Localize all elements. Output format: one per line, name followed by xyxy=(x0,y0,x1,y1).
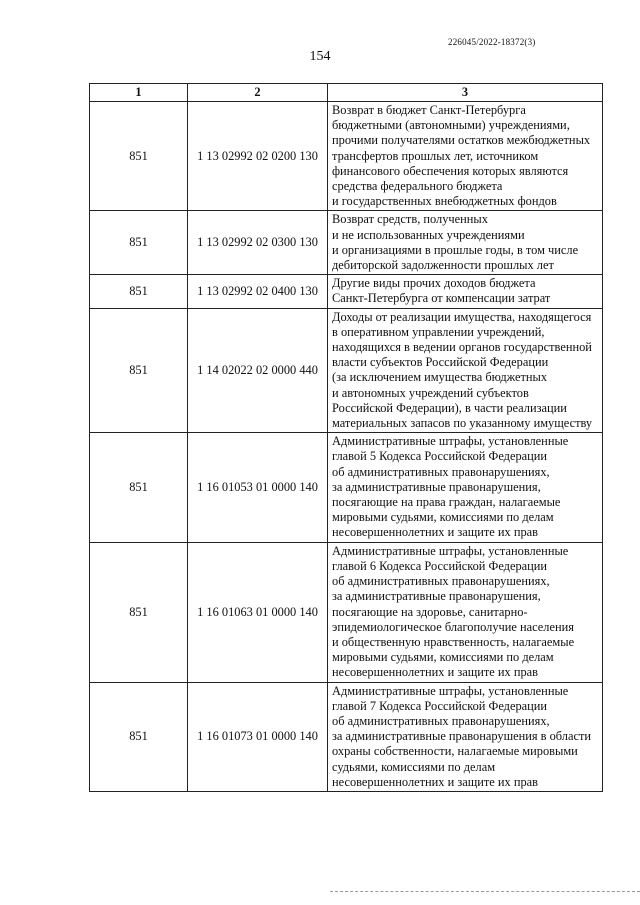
description-line: Санкт-Петербурга от компенсации затрат xyxy=(332,291,551,306)
description-line: и автономных учреждений субъектов xyxy=(332,385,529,400)
column-header-1: 1 xyxy=(90,84,188,102)
description-line: мировыми судьями, комиссиями по делам xyxy=(332,650,554,665)
revenue-description-cell xyxy=(328,308,603,433)
description-line: несовершеннолетних и защите их прав xyxy=(332,774,539,789)
description-line: эпидемиологическое благополучие населения xyxy=(332,619,574,634)
description-line: мировыми судьями, комиссиями по делам xyxy=(332,510,554,525)
budget-classification-code-cell: 1 13 02992 02 0200 130 xyxy=(188,102,328,211)
description-line: об административных правонарушениях, xyxy=(332,574,550,589)
table-row xyxy=(90,542,603,682)
table-row xyxy=(90,275,603,308)
budget-classification-code-cell: 1 16 01073 01 0000 140 xyxy=(188,682,328,791)
budget-classification-code-cell: 1 13 02992 02 0400 130 xyxy=(188,275,328,308)
document-number: 226045/2022-18372(3) xyxy=(448,37,536,47)
description-line: (за исключением имущества бюджетных xyxy=(332,370,548,385)
description-line: об административных правонарушениях, xyxy=(332,713,550,728)
admin-code-cell: 851 xyxy=(90,542,188,682)
admin-code-cell: 851 xyxy=(90,102,188,211)
description-line: Доходы от реализации имущества, находящегося xyxy=(332,309,592,324)
bottom-divider xyxy=(330,891,640,892)
revenue-description-cell xyxy=(328,433,603,542)
description-line: посягающие на права граждан, налагаемые xyxy=(332,495,561,510)
table-row xyxy=(90,102,603,211)
table-row xyxy=(90,682,603,791)
revenue-description-cell xyxy=(328,682,603,791)
description-line: за административные правонарушения, xyxy=(332,589,541,604)
budget-classification-code-cell: 1 14 02022 02 0000 440 xyxy=(188,308,328,433)
description-line: несовершеннолетних и защите их прав xyxy=(332,525,539,540)
description-line: Административные штрафы, установленные xyxy=(332,683,569,698)
description-line: Возврат средств, полученных xyxy=(332,212,488,227)
table-row xyxy=(90,211,603,275)
description-line: об административных правонарушениях, xyxy=(332,464,550,479)
budget-classification-code-cell: 1 13 02992 02 0300 130 xyxy=(188,211,328,275)
revenue-description-cell xyxy=(328,275,603,308)
admin-code-cell: 851 xyxy=(90,308,188,433)
description-line: Другие виды прочих доходов бюджета xyxy=(332,276,536,291)
description-line: средства федерального бюджета xyxy=(332,179,503,194)
description-line: и государственных внебюджетных фондов xyxy=(332,194,557,209)
table-header-row xyxy=(90,84,603,102)
admin-code-cell: 851 xyxy=(90,275,188,308)
admin-code-cell: 851 xyxy=(90,211,188,275)
description-line: и общественную нравственность, налагаемые xyxy=(332,634,575,649)
revenue-codes-table xyxy=(89,83,603,792)
description-line: прочими получателями остатков межбюджетных xyxy=(332,133,591,148)
description-line: несовершеннолетних и защите их прав xyxy=(332,665,539,680)
description-line: главой 5 Кодекса Российской Федерации xyxy=(332,449,548,464)
description-line: находящихся в ведении органов государственной xyxy=(332,340,592,355)
description-line: за административные правонарушения в области xyxy=(332,729,592,744)
budget-classification-code-cell: 1 16 01063 01 0000 140 xyxy=(188,542,328,682)
revenue-description-cell xyxy=(328,102,603,211)
description-line: Административные штрафы, установленные xyxy=(332,434,569,449)
column-header-3: 3 xyxy=(328,84,603,102)
description-line: главой 6 Кодекса Российской Федерации xyxy=(332,558,548,573)
description-line: Российской Федерации), в части реализации xyxy=(332,400,567,415)
description-line: и организациями в прошлые годы, в том числе xyxy=(332,242,579,257)
description-line: в оперативном управлении учреждений, xyxy=(332,324,545,339)
column-header-2: 2 xyxy=(188,84,328,102)
table-row xyxy=(90,433,603,542)
description-line: власти субъектов Российской Федерации xyxy=(332,355,549,370)
revenue-description-cell xyxy=(328,211,603,275)
table-row xyxy=(90,308,603,433)
description-line: и не использованных учреждениями xyxy=(332,227,525,242)
description-line: посягающие на здоровье, санитарно- xyxy=(332,604,528,619)
description-line: финансового обеспечения которых являются xyxy=(332,163,569,178)
revenue-description-cell xyxy=(328,542,603,682)
description-line: охраны собственности, налагаемые мировыми xyxy=(332,744,578,759)
description-line: Административные штрафы, установленные xyxy=(332,543,569,558)
admin-code-cell: 851 xyxy=(90,433,188,542)
description-line: дебиторской задолженности прошлых лет xyxy=(332,258,554,273)
description-line: судьями, комиссиями по делам xyxy=(332,759,496,774)
page-number: 154 xyxy=(309,49,331,64)
description-line: трансфертов прошлых лет, источником xyxy=(332,148,539,163)
budget-classification-code-cell: 1 16 01053 01 0000 140 xyxy=(188,433,328,542)
table-body xyxy=(90,102,603,792)
description-line: материальных запасов по указанному имуществу xyxy=(332,416,593,431)
admin-code-cell: 851 xyxy=(90,682,188,791)
description-line: главой 7 Кодекса Российской Федерации xyxy=(332,698,548,713)
description-line: за административные правонарушения, xyxy=(332,479,541,494)
description-line: Возврат в бюджет Санкт-Петербурга xyxy=(332,103,526,117)
description-line: бюджетными (автономными) учреждениями, xyxy=(332,118,570,133)
